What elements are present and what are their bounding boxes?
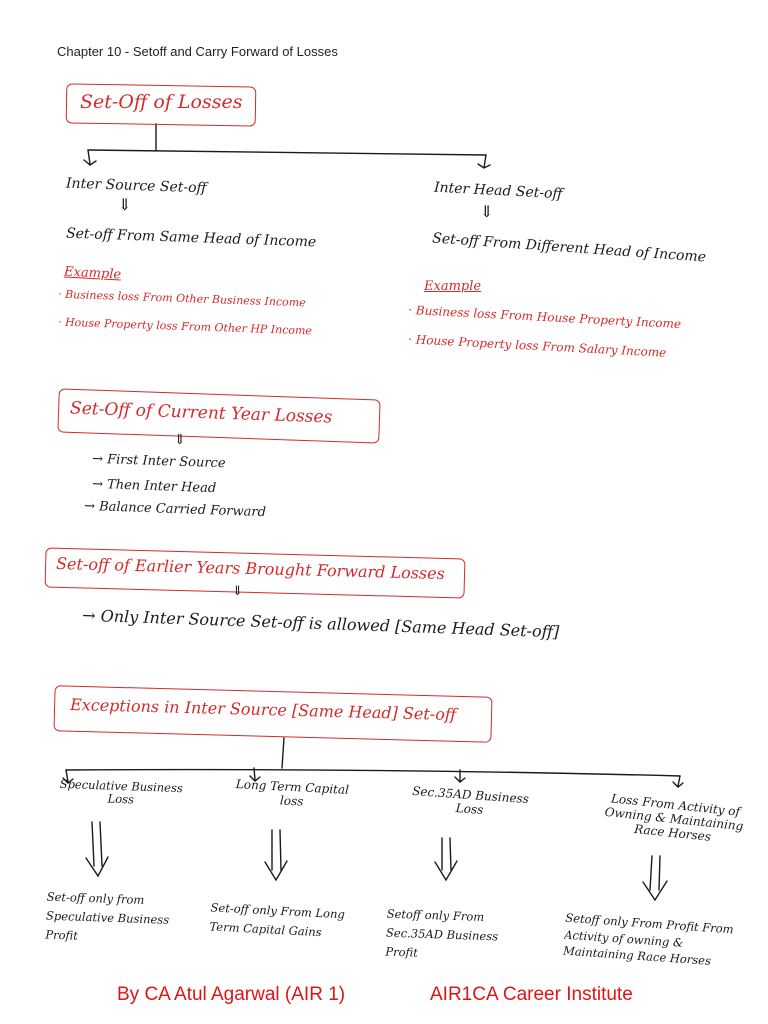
inter-head-example-1: · Business loss From House Property Income: [407, 302, 682, 332]
s1-branch: [88, 150, 486, 155]
s1-right-drop: [478, 155, 490, 168]
s4-arrow-4: [643, 856, 667, 900]
s4-branch: [66, 770, 680, 776]
section1-title: Set-Off of Losses: [80, 91, 243, 113]
s4-arrow-2: [265, 830, 287, 880]
section4-title: Exceptions in Inter Source [Same Head] Set-off: [69, 694, 457, 725]
inter-head-heading: Inter Head Set-off: [433, 179, 563, 203]
s4-arrow-3: [435, 838, 457, 880]
inter-source-example-label: Example: [63, 264, 122, 283]
exception-1-rule: Set-off only from Speculative Business Profit: [45, 889, 170, 943]
footer-author: By CA Atul Agarwal (AIR 1): [117, 984, 346, 1005]
s4-arrow-1: [86, 822, 108, 876]
section2-title: Set-Off of Current Year Losses: [69, 398, 333, 428]
exception-3-label: Sec.35AD Business Loss: [411, 783, 530, 817]
exception-2-rule: Set-off only From Long Term Capital Gains: [209, 900, 346, 940]
exception-3-rule: Setoff only From Sec.35AD Business Profit: [385, 906, 499, 960]
inter-source-example-2: · House Property loss From Other HP Income: [57, 315, 313, 338]
current-year-step-1: → First Inter Source: [91, 451, 226, 472]
inter-source-arrow: ⇓: [118, 195, 132, 214]
current-year-step-2: → Then Inter Head: [91, 476, 217, 497]
inter-head-example-label: Example: [424, 279, 482, 294]
section3-title: Set-off of Earlier Years Brought Forward Losses: [55, 553, 446, 584]
inter-source-definition: Set-off From Same Head of Income: [65, 225, 317, 251]
inter-source-heading: Inter Source Set-off: [65, 175, 207, 197]
s4-stem: [282, 738, 284, 768]
exception-4-label: Loss From Activity of Owning & Maintaining Race Horses: [604, 791, 745, 844]
section3-arrow: ⇓: [232, 584, 243, 599]
exception-2-label: Long Term Capital loss: [235, 777, 350, 809]
earlier-years-rule: → Only Inter Source Set-off is allowed [Same Head Set-off]: [81, 605, 560, 642]
exception-4-rule: Setoff only From Profit From Activity of owning & Maintaining Race Horses: [562, 910, 735, 969]
inter-head-definition: Set-off From Different Head of Income: [431, 230, 707, 266]
footer-institute: AIR1CA Career Institute: [430, 984, 633, 1005]
exception-1-label: Speculative Business Loss: [59, 776, 184, 807]
current-year-step-3: → Balance Carried Forward: [83, 498, 267, 521]
inter-head-example-2: · House Property loss From Salary Income: [407, 332, 667, 360]
chapter-title: Chapter 10 - Setoff and Carry Forward of Losses: [57, 44, 338, 59]
inter-source-example-1: · Business loss From Other Business Income: [57, 287, 306, 310]
s1-left-drop: [84, 150, 96, 165]
s4-drop-4: [673, 776, 683, 787]
inter-head-arrow: ⇓: [480, 202, 494, 221]
section2-arrow: ⇓: [174, 432, 186, 448]
